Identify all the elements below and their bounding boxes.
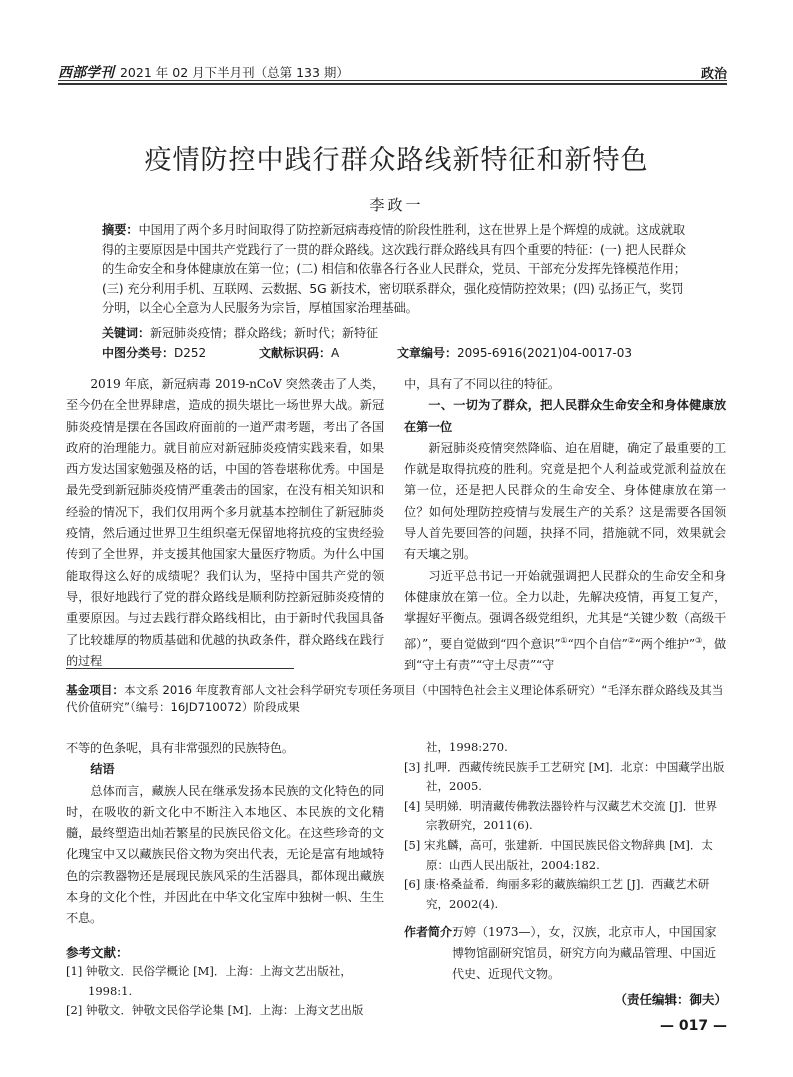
journal-brand: 西部学刊 bbox=[58, 65, 114, 81]
reference-item: [2] 钟敬文．钟敬文民俗学论集 [M]．上海：上海文艺出版 bbox=[66, 1003, 364, 1018]
abstract-label: 摘要： bbox=[102, 223, 139, 237]
references-right bbox=[404, 738, 726, 914]
reference-item: [6] 康·格桑益希．绚丽多彩的藏族编织工艺 [J]．西藏艺术研究，2002(4). bbox=[404, 877, 710, 911]
article-title: 疫情防控中践行群众路线新特征和新特色 bbox=[144, 145, 649, 176]
section-heading: 一、一切为了群众，把人民群众生命安全和身体健康放在第一位 bbox=[404, 398, 726, 434]
body-paragraph: 总体而言，藏族人民在继承发扬本民族的文化特色的同时，在吸收的新文化中不断注入本地区、本民族的文化精髓，最终塑造出灿若繁星的民族民俗文化。在这些珍奇的文化瑰宝中又以藏族民俗文物为突出代表，无论是富有地域特色的宗教器物还是展现民族风采的生活器具，都体现出藏族本身的文化个性，并因此在中华文化宝库中独树一帜、生生不息。 bbox=[66, 783, 384, 926]
body-column-left bbox=[66, 374, 384, 672]
article-number: 文章编号：2095-6916(2021)04-0017-03 bbox=[397, 346, 633, 360]
keywords-label: 关键词： bbox=[102, 326, 151, 340]
header-rule bbox=[58, 80, 727, 81]
section-heading: 结语 bbox=[90, 762, 115, 777]
funding-label: 基金项目： bbox=[66, 683, 124, 697]
reference-item: [3] 扎呷．西藏传统民族手工艺研究 [M]．北京：中国藏学出版社，2005. bbox=[404, 759, 725, 794]
body-paragraph: 不等的色条呢，具有非常强烈的民族特色。 bbox=[66, 741, 294, 755]
clc-number: 中图分类号：D252 bbox=[102, 346, 207, 360]
reference-item: [4] 吴明娣．明清藏传佛教法器铃杵与汉藏艺术交流 [J]．世界宗教研究，2011(6). bbox=[404, 798, 718, 833]
header-rule-thick bbox=[58, 83, 727, 85]
doc-code: 文献标识码：A bbox=[259, 346, 340, 360]
references-title: 参考文献： bbox=[66, 945, 129, 960]
keywords bbox=[102, 324, 702, 341]
author-bio bbox=[404, 922, 726, 985]
bio-label: 作者简介： bbox=[404, 925, 465, 939]
editor-note: （责任编辑：御夫） bbox=[614, 992, 727, 1007]
page-number: — 017 — bbox=[660, 1018, 727, 1034]
body-paragraph: 新冠肺炎疫情突然降临、迫在眉睫，确定了最重要的工作就是取得抗疫的胜利。究竟是把个人利益或党派利益放在第一位，还是把人民群众的生命安全、身体健康放在第一位？如何处理防控疫情与发展生产的关系？这是需要各国领导人首先要回答的问题，抉择不同，措施就不同，效果就会有天壤之别。 bbox=[404, 440, 726, 562]
running-header bbox=[58, 62, 349, 82]
body-paragraph: 习近平总书记一开始就强调把人民群众的生命安全和身体健康放在第一位。全力以赴，先解决疫情，再复工复产，掌握好平衡点。强调各级党组织，尤其是“关键少数（高级干部）”，要自觉做到“四个意识”①“四个自信”②“两个维护”③，做到“守土有责”“守土尽责”“守 bbox=[404, 568, 726, 672]
abstract bbox=[102, 221, 694, 319]
section-label: 政治 bbox=[700, 67, 727, 82]
abstract-text: 中国用了两个多月时间取得了防控新冠病毒疫情的阶段性胜利，这在世界上是个辉煌的成就。这成就取得的主要原因是中国共产党践行了一贯的群众路线。这次践行群众路线具有四个重要的特征：(一) 把人民群众的生命安全和身体健康放在第一位；(二) 相信和依靠各行各业人民群众，党员、干部充分发挥先锋模范作用；(三) 充分利用手机、互联网、云数据、5G 新技术，密切联系群众，强化疫情防控效果；(四) 弘扬正气，奖罚分明，以全心全意为人民服务为宗旨，厚植国家治理基础。 bbox=[102, 223, 686, 316]
reference-item: [1] 钟敬文．民俗学概论 [M]．上海：上海文艺出版社，1998:1. bbox=[66, 964, 352, 998]
bio-text: 万婷（1973—），女，汉族，北京市人，中国国家博物馆副研究馆员，研究方向为藏品管理、中国近代史、近现代文物。 bbox=[452, 925, 717, 981]
funding-note bbox=[66, 682, 728, 716]
article-author: 李政一 bbox=[369, 196, 424, 214]
references-left bbox=[66, 962, 386, 1021]
body-column-right bbox=[404, 374, 726, 676]
issue-info: 2021 年 02 月下半月刊（总第 133 期） bbox=[119, 65, 349, 80]
body-column-lower-left bbox=[66, 738, 384, 930]
body-paragraph: 中，具有了不同以往的特征。 bbox=[404, 377, 560, 391]
body-paragraph: 2019 年底，新冠病毒 2019-nCoV 突然袭击了人类，至今仍在全世界肆虐，造成的损失堪比一场世界大战。新冠肺炎疫情是摆在各国政府面前的一道严肃考题，考出了各国政府的治理能力。就目前应对新冠肺炎疫情实践来看，如果西方发达国家勉强及格的话，中国的答卷堪称优秀。中国是最先受到新冠肺炎疫情严重袭击的国家，在没有相关知识和经验的情况下，我们仅用两个多月就基本控制住了新冠肺炎疫情，然后通过世界卫生组织毫无保留地将抗疫的宝贵经验传到了全世界，并支援其他国家大量医疗物质。为什么中国能取得这么好的成绩呢？我们认为，坚持中国共产党的领导，很好地践行了党的群众路线是顺利防控新冠肺炎疫情的重要原因。与过去践行群众路线相比，由于新时代我国具备了比较雄厚的物质基础和优越的执政条件，群众路线在践行的过程 bbox=[66, 377, 384, 668]
footnote-rule bbox=[66, 668, 294, 669]
reference-item: [5] 宋兆麟，高可，张建新．中国民族民俗文物辞典 [M]．太原：山西人民出版社，2004:182. bbox=[404, 837, 713, 872]
reference-item: 社，1998:270. bbox=[426, 740, 508, 754]
keywords-text: 新冠肺炎疫情；群众路线；新时代；新特征 bbox=[150, 326, 379, 340]
funding-text: 本文系 2016 年度教育部人文社会科学研究专项任务项目（中国特色社会主义理论体系研究）“毛泽东群众路线及其当代价值研究”（编号：16JD710072）阶段成果 bbox=[66, 683, 724, 714]
